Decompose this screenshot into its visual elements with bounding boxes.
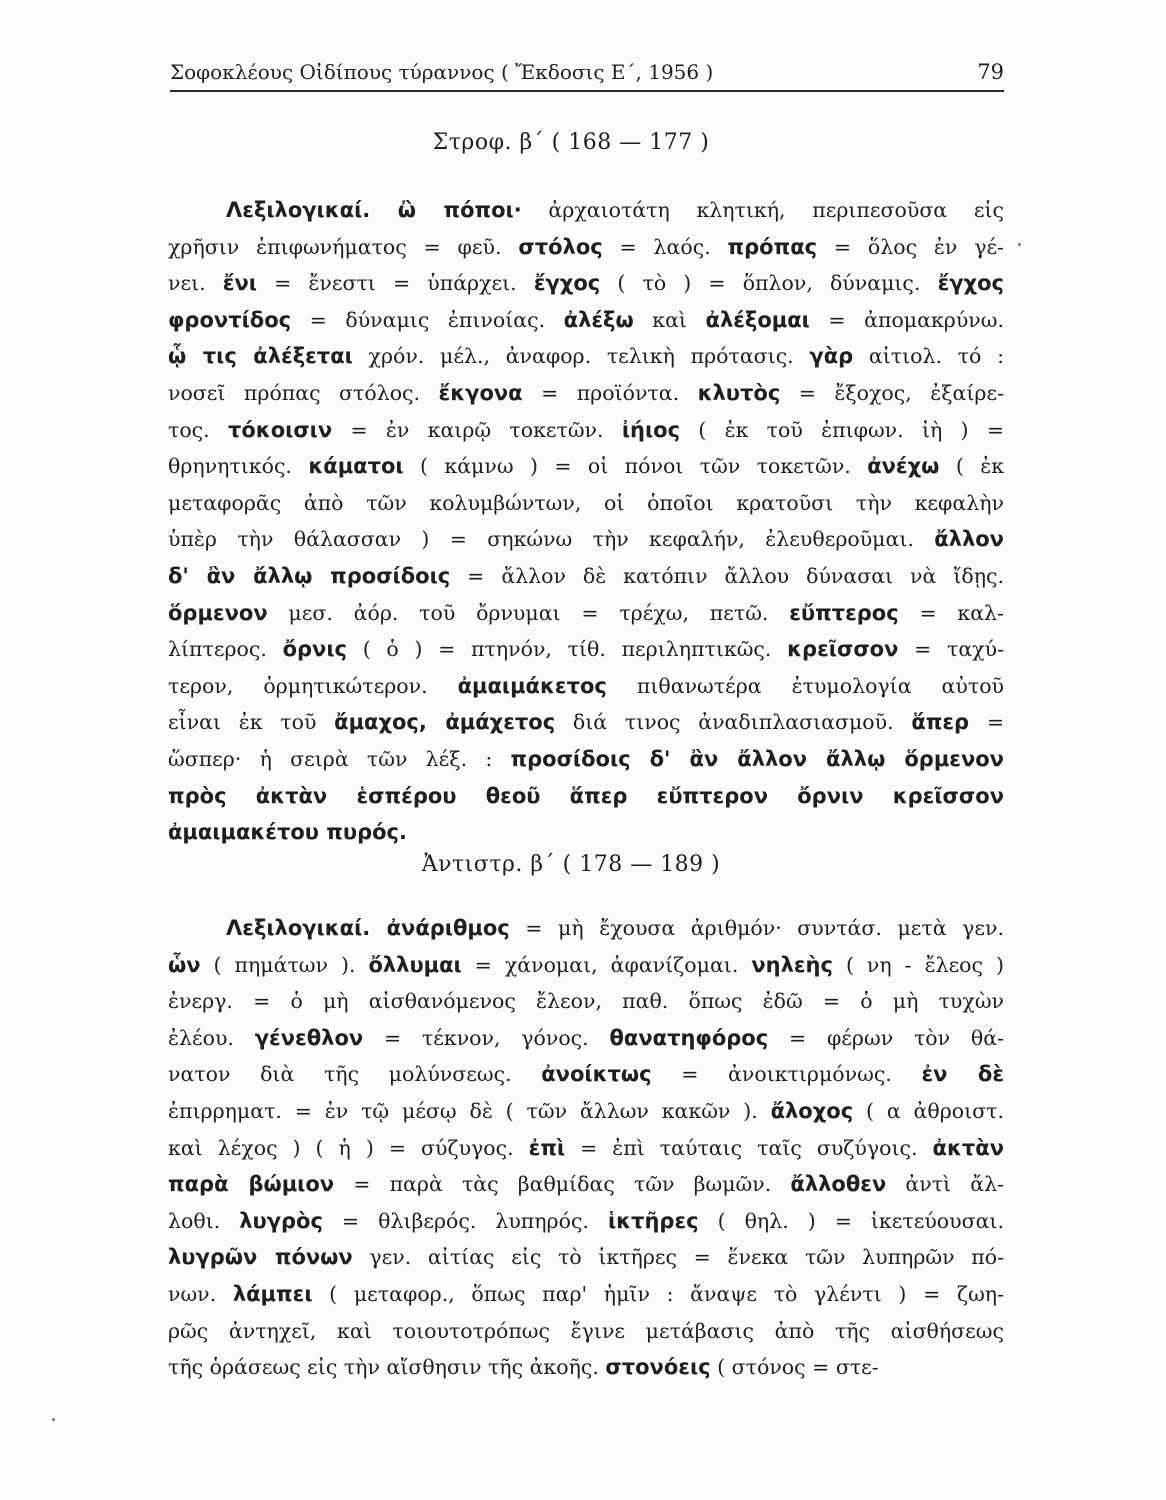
lemma-term: ἄλοχος <box>770 1098 854 1123</box>
text-line <box>168 595 1004 632</box>
lemma-term: Λεξιλογικαί. ὢ πόποι· <box>226 198 522 222</box>
lemma-term: θανατηφόρος <box>609 1025 769 1050</box>
gloss-text: νων. <box>168 1281 233 1306</box>
antistrophe-heading: Ἀντιστρ. β΄ ( 178 — 189 ) <box>421 852 721 877</box>
lemma-term: πρόπας <box>727 234 818 259</box>
lemma-term: δ' ἂν ἄλλῳ προσίδοις <box>168 563 451 588</box>
gloss-text: ( ἐκ <box>939 454 1004 479</box>
gloss-text: = λαός. <box>602 234 728 259</box>
gloss-text: καὶ <box>633 307 706 332</box>
gloss-text: ἀρχαιοτάτη κλητική, περιπεσοῦσα εἰς <box>521 198 1004 222</box>
text-line <box>168 302 1004 339</box>
text-line <box>168 704 1004 741</box>
text-line <box>168 521 1004 558</box>
gloss-text: τῆς ὁράσεως εἰς τὴν αἴσθησιν τῆς ἀκοῆς. <box>168 1355 606 1380</box>
text-line <box>168 558 1004 595</box>
lemma-term: ἀνοίκτως <box>541 1062 652 1087</box>
gloss-text: = ἔνεστι = ὑπάρχει. <box>256 271 534 296</box>
lemma-term: ἔνι <box>222 271 257 296</box>
gloss-text: = <box>969 710 1004 735</box>
text-line <box>168 412 1004 449</box>
lemma-term: ᾧ τις ἀλέξεται <box>168 344 353 369</box>
gloss-text: τερον, ὁρμητικώτερον. <box>168 673 458 698</box>
lemma-term: ἄλλον <box>934 527 1004 552</box>
gloss-text: ρῶς ἀντηχεῖ, καὶ τοιουτοτρόπως ἔγινε μετάβασις ἀπὸ τῆς αἰσθήσεως <box>168 1318 1004 1343</box>
text-line <box>168 631 1004 668</box>
gloss-text: νει. <box>168 271 223 296</box>
running-title: Σοφοκλέους Οἰδίπους τύραννος ( Ἔκδοσις Ε΄, 1956 ) <box>170 60 714 84</box>
gloss-text: μεταφορᾶς ἀπὸ τῶν κολυμβώντων, οἱ ὁποῖοι κρατοῦσι τὴν κεφαλὴν <box>168 490 1004 515</box>
text-line <box>168 192 1004 229</box>
gloss-text: μεσ. ἀόρ. τοῦ ὄρνυμαι = τρέχω, πετῶ. <box>267 600 790 625</box>
lemma-term: φροντίδος <box>168 307 292 332</box>
lemma-term: ἐν δὲ <box>921 1062 1004 1087</box>
lemma-term: λυγρῶν πόνων <box>168 1245 353 1270</box>
gloss-text: διά τινος ἀναδιπλασιασμοῦ. <box>555 710 912 735</box>
lemma-term: ἀμαιμάκετος <box>457 673 607 698</box>
gloss-text: ( τὸ ) = ὅπλον, δύναμις. <box>600 271 938 296</box>
lemma-term: ὅρμενον <box>168 600 268 625</box>
gloss-text: = καλ- <box>898 600 1004 625</box>
lemma-term: ὄρνις <box>282 637 347 662</box>
gloss-text: γεν. αἰτίας εἰς τὸ ἱκτῆρες = ἕνεκα τῶν λυπηρῶν πό- <box>352 1245 1004 1270</box>
lemma-term: κάματοι <box>308 454 404 479</box>
lemma-term: λυγρὸς <box>239 1208 323 1233</box>
lemma-term: ἔγχος <box>533 271 601 296</box>
gloss-text: πιθανωτέρα ἐτυμολογία αὐτοῦ <box>606 673 1004 698</box>
strophe-heading: Στροφ. β΄ ( 168 — 177 ) <box>432 130 710 155</box>
gloss-text: = μὴ ἔχουσα ἀριθμόν· συντάσ. μετὰ γεν. <box>509 916 1004 940</box>
gloss-text: λίπτερος. <box>168 637 283 662</box>
gloss-text: = προϊόντα. <box>522 380 698 405</box>
lemma-term: ἱκτῆρες <box>607 1208 699 1233</box>
lemma-term: ἀλέξω <box>563 307 634 332</box>
lemma-term: τόκοισιν <box>227 417 333 442</box>
gloss-text: ὑπὲρ τὴν θάλασσαν ) = σηκώνω τὴν κεφαλήν, ἐλευθεροῦμαι. <box>168 527 935 552</box>
gloss-text: ( πημάτων ). <box>200 952 369 977</box>
text-line <box>168 1239 1004 1276</box>
text-line <box>168 947 1004 984</box>
gloss-text: νατον διὰ τῆς μολύνσεως. <box>168 1062 542 1087</box>
gloss-text: θρηνητικός. <box>168 454 309 479</box>
lemma-term: ἅπερ <box>911 710 970 735</box>
gloss-text: ( μεταφορ., ὅπως παρ' ἡμῖν : ἄναψε τὸ γλέντι ) = ζωη- <box>312 1281 1004 1306</box>
text-line <box>168 1313 1004 1350</box>
gloss-text: = ἐν καιρῷ τοκετῶν. <box>332 417 622 442</box>
gloss-text: = ἔξοχος, ἐξαίρε- <box>780 380 1004 405</box>
gloss-text: = παρὰ τὰς βαθμίδας τῶν βωμῶν. <box>334 1172 791 1197</box>
antistrophe-glossary <box>168 910 1004 1386</box>
lemma-term: Λεξιλογικαί. ἀνάριθμος <box>226 916 510 940</box>
text-line <box>168 229 1004 266</box>
lemma-term: εὔπτερος <box>789 600 899 625</box>
lemma-term: γένεθλον <box>254 1025 364 1050</box>
lemma-term: πρὸς ἀκτὰν ἑσπέρου θεοῦ ἅπερ εὔπτερον ὄρνιν κρεῖσσον <box>168 783 1004 808</box>
strophe-glossary <box>168 192 1004 851</box>
page-speck <box>1018 243 1021 246</box>
gloss-text: = ἀπομακρύνω. <box>809 307 1004 332</box>
text-line <box>168 375 1004 412</box>
text-line <box>168 1020 1004 1057</box>
gloss-text: ( νη - ἔλεος ) <box>832 952 1004 977</box>
gloss-text: = ταχύ- <box>898 637 1004 662</box>
gloss-text: ἐλέου. <box>168 1025 255 1050</box>
text-line <box>168 1130 1004 1167</box>
gloss-text: τος. <box>168 417 228 442</box>
lemma-term: ἀλέξομαι <box>705 307 810 332</box>
text-line <box>168 1056 1004 1093</box>
gloss-text: νοσεῖ πρόπας στόλος. <box>168 380 439 405</box>
text-line <box>168 1093 1004 1130</box>
lemma-term: ἔγχος <box>937 271 1004 296</box>
gloss-text: = ἀνοικτιρμόνως. <box>651 1062 922 1087</box>
gloss-text: καὶ λέχος ) ( ἡ ) = σύζυγος. <box>168 1135 529 1160</box>
lemma-term: ἀκτὰν <box>932 1135 1004 1160</box>
lemma-term: ἔκγονα <box>438 380 523 405</box>
gloss-text: χρόν. μέλ., ἀναφορ. τελικὴ πρότασις. <box>352 344 810 369</box>
lemma-term: προσίδοις δ' ἂν ἄλλον ἄλλῳ ὅρμενον <box>510 746 1004 771</box>
gloss-text: λοθι. <box>168 1208 240 1233</box>
gloss-text: = χάνομαι, ἀφανίζομαι. <box>461 952 752 977</box>
text-line <box>168 983 1004 1020</box>
gloss-text: = ἐπὶ ταύταις ταῖς συζύγοις. <box>565 1135 933 1160</box>
gloss-text: = δύναμις ἐπινοίας. <box>291 307 564 332</box>
text-line <box>168 1203 1004 1240</box>
text-line <box>168 778 1004 815</box>
text-line <box>168 668 1004 705</box>
lemma-term: λάμπει <box>232 1281 313 1306</box>
lemma-term: ὄλλυμαι <box>368 952 462 977</box>
gloss-text: = θλιβερός. λυπηρός. <box>322 1208 608 1233</box>
gloss-text: ( κάμνω ) = οἱ πόνοι τῶν τοκετῶν. <box>403 454 868 479</box>
lemma-term: ἰήιος <box>621 417 681 442</box>
gloss-text: ( θηλ. ) = ἱκετεύουσαι. <box>698 1208 1004 1233</box>
gloss-text: ἐνεργ. = ὁ μὴ αἰσθανόμενος ἔλεον, παθ. ὅπως ἐδῶ = ὁ μὴ τυχὼν <box>168 989 1004 1014</box>
text-line <box>168 448 1004 485</box>
lemma-term: παρὰ βώμιον <box>168 1172 335 1197</box>
text-line <box>168 485 1004 522</box>
gloss-text: ( ὁ ) = πτηνόν, τίθ. περιληπτικῶς. <box>346 637 788 662</box>
text-line <box>168 1166 1004 1203</box>
lemma-term: κρεῖσσον <box>787 637 899 662</box>
lemma-term: ἐπὶ <box>528 1135 566 1160</box>
lemma-term: γὰρ <box>809 344 854 369</box>
lemma-term: στονόεις <box>605 1355 711 1380</box>
lemma-term: κλυτὸς <box>697 380 781 405</box>
gloss-text: = ἄλλον δὲ κατόπιν ἄλλου δύνασαι νὰ ἴδῃς. <box>450 563 1004 588</box>
page-speck <box>52 1418 55 1421</box>
lemma-term: ἀμαιμακέτου πυρός. <box>168 820 407 845</box>
gloss-text: = φέρων τὸν θά- <box>768 1025 1004 1050</box>
gloss-text: = τέκνον, γόνος. <box>363 1025 610 1050</box>
text-line <box>168 338 1004 375</box>
lemma-term: ἀνέχω <box>867 454 940 479</box>
text-line <box>168 265 1004 302</box>
lemma-term: νηλεὴς <box>751 952 833 977</box>
gloss-text: = ὅλος ἐν γέ- <box>817 234 1004 259</box>
gloss-text: εἶναι ἐκ τοῦ <box>168 710 335 735</box>
gloss-text: χρῆσιν ἐπιφωνήματος = φεῦ. <box>168 234 519 259</box>
gloss-text: ( ἐκ τοῦ ἐπιφων. ἰὴ ) = <box>680 417 1004 442</box>
gloss-text: ἐπιρρηματ. = ἐν τῷ μέσῳ δὲ ( τῶν ἄλλων κακῶν ). <box>168 1098 771 1123</box>
gloss-text: αἰτιολ. τό : <box>853 344 1004 369</box>
gloss-text: ( στόνος = στε- <box>710 1355 879 1380</box>
text-line <box>168 741 1004 778</box>
lemma-term: ἄμαχος, ἀμάχετος <box>334 710 556 735</box>
lemma-term: ἄλλοθεν <box>790 1172 887 1197</box>
lemma-term: ὧν <box>168 952 201 977</box>
text-line <box>168 1349 1004 1386</box>
running-header <box>170 58 1004 92</box>
text-line <box>168 910 1004 947</box>
text-line <box>168 1276 1004 1313</box>
gloss-text: ὥσπερ· ἡ σειρὰ τῶν λέξ. : <box>168 746 511 771</box>
gloss-text: ( α ἀθροιστ. <box>853 1098 1004 1123</box>
text-line <box>168 814 1004 851</box>
gloss-text: ἀντὶ ἄλ- <box>886 1172 1004 1197</box>
page-number: 79 <box>977 60 1004 84</box>
lemma-term: στόλος <box>518 234 603 259</box>
